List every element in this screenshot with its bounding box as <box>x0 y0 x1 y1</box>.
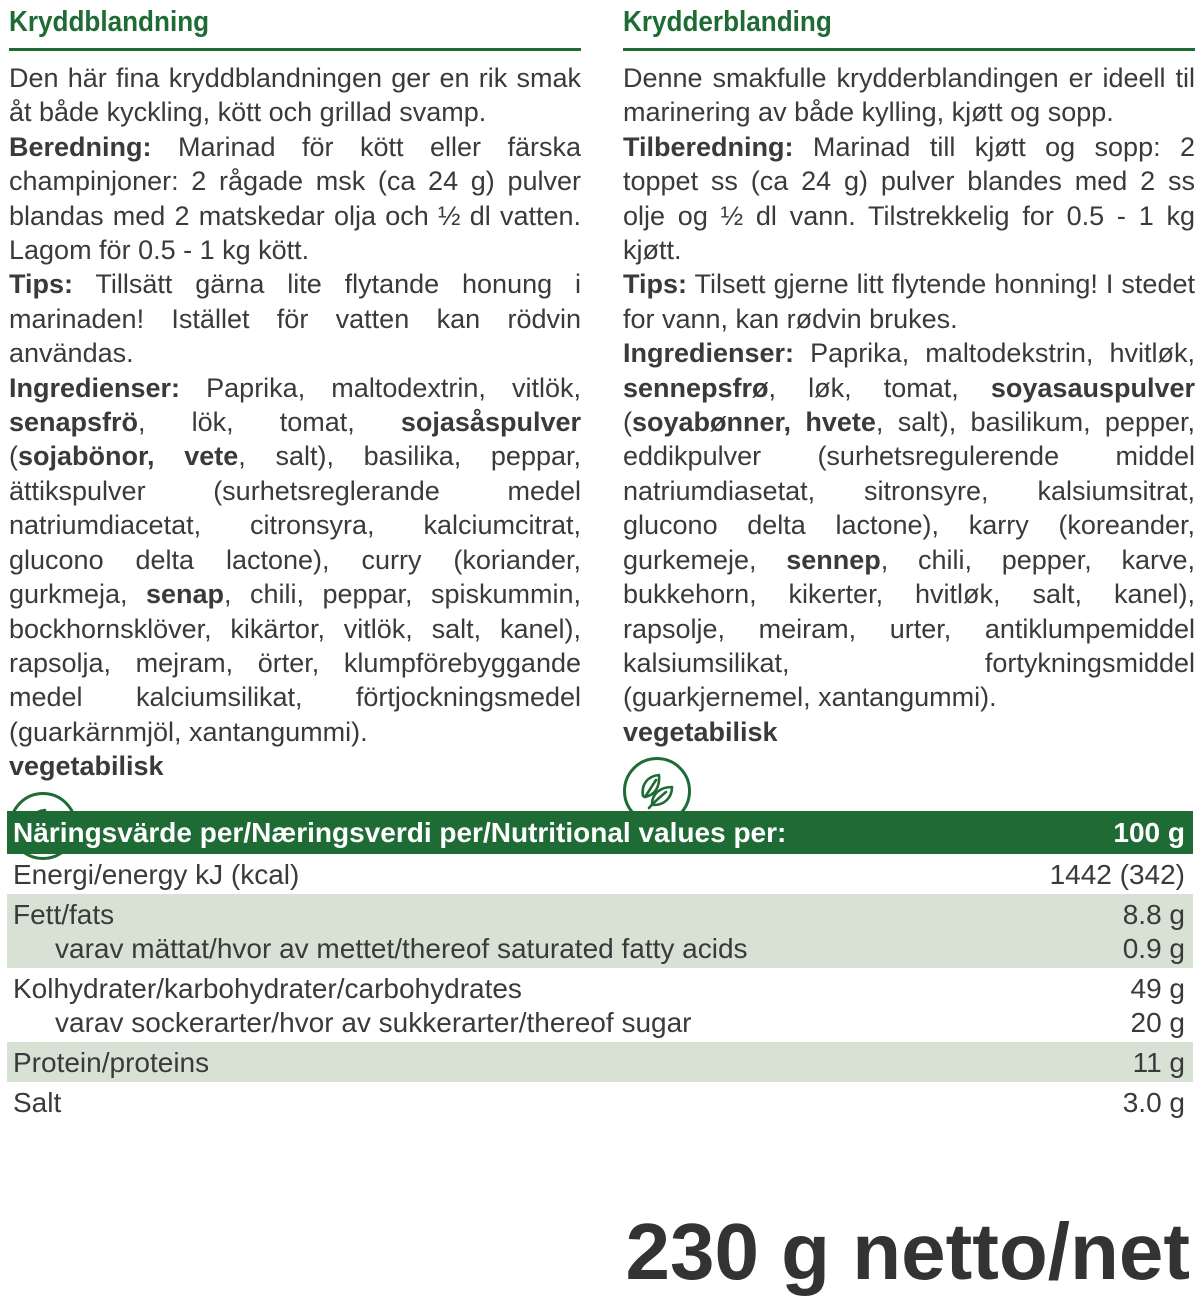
nutrition-header <box>7 811 1193 854</box>
table-row <box>7 898 1193 932</box>
ingredients-text: , løk, tomat, <box>768 372 991 403</box>
intro-text: Den här fina kryddblandningen ger en rik smak åt både kyckling, kött och grillad svamp. <box>9 63 581 128</box>
ingredients-text: Paprika, maltodextrin, vitlök, <box>180 372 581 403</box>
ingredients-text: , salt), basilika, peppar, ättikspulver (surhetsreglerande medel natriumdiacetat, citronsyra, kalciumcitrat, glucono delta lactone), curry (koriander, gurkmeja, <box>9 441 581 610</box>
protein-group <box>7 1042 1193 1082</box>
energy-group <box>7 854 1193 894</box>
swedish-body <box>9 61 581 749</box>
tips-paragraph <box>623 267 1195 336</box>
nutrient-value: 8.8 g <box>1122 899 1185 930</box>
allergen: sojasåspulver <box>400 407 581 438</box>
nutrient-value: 49 g <box>1130 973 1185 1004</box>
carbs-group <box>7 968 1193 1042</box>
intro-text: Denne smakfulle krydderblandingen er ideell til marinering av både kylling, kjøtt og sopp. <box>623 63 1195 128</box>
nutrient-label: varav mättat/hvor av mettet/thereof saturated fatty acids <box>55 933 748 964</box>
preparation-text: Marinad för kött eller färska champinjoner: 2 rågade msk (ca 24 g) pulver blandas med 2 matskedar olja och ½ dl vatten. Lagom för 0.5 - 1 kg kött. <box>9 131 581 266</box>
nutrient-label: Protein/proteins <box>13 1047 210 1078</box>
salt-group <box>7 1082 1193 1122</box>
table-row <box>7 972 1193 1006</box>
title-rule <box>623 48 1195 51</box>
allergen: senap <box>146 579 225 610</box>
nutrition-table <box>7 811 1193 1122</box>
allergen: sennepsfrø <box>623 372 769 403</box>
ingredients-paragraph <box>623 336 1195 714</box>
nutrient-label: Energi/energy kJ (kcal) <box>13 859 300 890</box>
preparation-paragraph <box>9 130 581 268</box>
ingredients-text: ( <box>9 441 18 472</box>
swedish-column <box>9 0 581 860</box>
table-row <box>7 858 1193 892</box>
nutrient-label: Fett/fats <box>13 899 115 930</box>
allergen: senapsfrö <box>9 407 139 438</box>
nutrition-header-value: 100 g <box>1113 816 1185 848</box>
tips-paragraph <box>9 267 581 370</box>
nutrient-label: Kolhydrater/karbohydrater/carbohydrates <box>13 973 522 1004</box>
norwegian-body <box>623 61 1195 715</box>
nutrient-value: 20 g <box>1130 1007 1185 1038</box>
ingredients-label: Ingredienser: <box>623 338 795 369</box>
ingredients-text: , salt), basilikum, pepper, eddikpulver (surhetsregulerende middel natriumdiasetat, sitronsyre, kalsiumsitrat, glucono delta lactone), karry (koreander, gurkemeje, <box>623 407 1195 575</box>
preparation-label: Tilberedning: <box>623 131 794 162</box>
table-row <box>7 932 1193 966</box>
preparation-text: Marinad till kjøtt og sopp: 2 toppet ss (ca 24 g) pulver blandes med 2 ss olje og ½ dl vann. Tilstrekkelig for 0.5 - 1 kg kjøtt. <box>623 131 1195 266</box>
ingredients-text: ( <box>623 407 632 438</box>
allergen: sojabönor, vete <box>18 441 239 472</box>
nutrient-value: 11 g <box>1132 1047 1185 1078</box>
nutrient-value: 0.9 g <box>1122 933 1185 964</box>
nutrient-label: Salt <box>13 1087 62 1118</box>
ingredients-paragraph <box>9 371 581 749</box>
table-row <box>7 1046 1193 1080</box>
nutrient-value: 3.0 g <box>1122 1087 1185 1118</box>
ingredients-label: Ingredienser: <box>9 372 181 403</box>
nutrient-label: varav sockerarter/hvor av sukkerarter/thereof sugar <box>55 1007 692 1038</box>
allergen: soyabønner, hvete <box>632 407 876 438</box>
allergen: soyasauspulver <box>990 372 1195 403</box>
ingredients-text: , chili, pepper, karve, bukkehorn, kikerter, hvitløk, salt, kanel), rapsolje, meiram, urter, antiklumpemiddel kalsiumsilikat, fortykningsmiddel (guarkjernemel, xantangummi). <box>623 544 1195 713</box>
ingredients-text: , chili, peppar, spiskummin, bockhornsklöver, kikärtor, vitlök, salt, kanel), rapsolja, mejram, örter, klumpförebyggande medel kalciumsilikat, förtjockningsmedel (guarkärnmjöl, xantangummi). <box>9 579 581 747</box>
tips-label: Tips: <box>623 269 688 300</box>
title-rule <box>9 48 581 51</box>
nutrient-value: 1442 (342) <box>1049 859 1185 890</box>
fat-group <box>7 894 1193 968</box>
swedish-title: Kryddblandning <box>9 6 210 38</box>
preparation-label: Beredning: <box>9 131 152 162</box>
ingredients-text: , lök, tomat, <box>138 407 401 438</box>
tips-label: Tips: <box>9 269 74 300</box>
norwegian-column <box>623 0 1195 825</box>
tips-text: Tilsett gjerne litt flytende honning! I stedet for vann, kan rødvin brukes. <box>623 269 1195 334</box>
vegetable-label: vegetabilisk <box>9 751 164 782</box>
table-row <box>7 1006 1193 1040</box>
nutrition-header-label: Näringsvärde per/Næringsverdi per/Nutritional values per: <box>13 816 787 848</box>
ingredients-text: Paprika, maltodekstrin, hvitløk, <box>794 338 1195 369</box>
allergen: sennep <box>786 544 881 575</box>
net-weight: 230 g netto/net <box>625 1207 1190 1296</box>
preparation-paragraph <box>623 130 1195 268</box>
norwegian-title: Krydderblanding <box>623 6 832 38</box>
tips-text: Tillsätt gärna lite flytande honung i marinaden! Istället för vatten kan rödvin användas. <box>9 269 581 369</box>
vegetable-label: vegetabilisk <box>623 716 778 747</box>
table-row <box>7 1086 1193 1120</box>
